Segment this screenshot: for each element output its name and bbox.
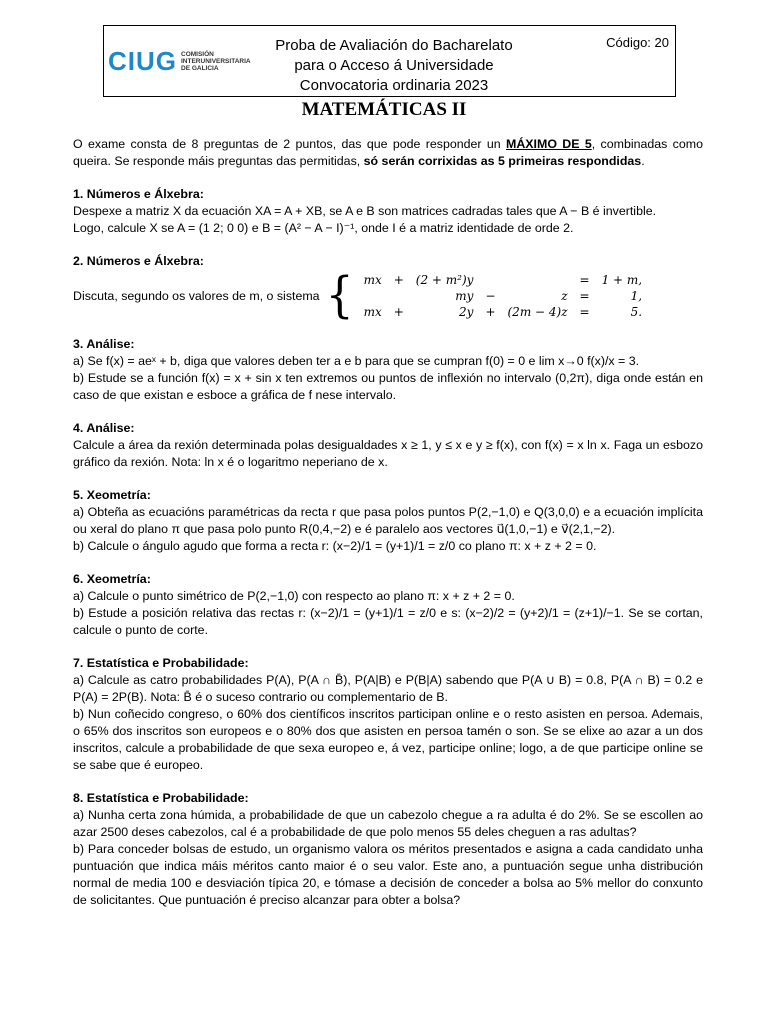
question-line: Discuta, segundo os valores de m, o sistema: [73, 288, 320, 303]
question-title: 7. Estatística e Probabilidade:: [73, 656, 249, 670]
question-title: 2. Números e Álxebra:: [73, 254, 204, 268]
question-line: a) Calcule as catro probabilidades P(A), P(A ∩ B̄), P(A|B) e P(B|A) sabendo que P(A ∪ B) = 0.8, P(A ∩ B) = 0.2 e P(A) = 2P(B). Nota: B̄ é o suceso contrario ou complementario de B.: [73, 673, 703, 704]
question-line: Logo, calcule X se A = (1 2; 0 0) e B = (A² − A − I)⁻¹, onde I é a matriz identidade de orde 2.: [73, 221, 574, 235]
question-line: a) Calcule o punto simétrico de P(2,−1,0) con respecto ao plano π: x + z + 2 = 0.: [73, 589, 515, 603]
question-line: b) Calcule o ángulo agudo que forma a recta r: (x−2)/1 = (y+1)/1 = z/0 co plano π: x + z + 2 = 0.: [73, 539, 597, 553]
question-line: a) Obteña as ecuacións paramétricas da recta r que pasa polos puntos P(2,−1,0) e Q(3,0,0) e a ecuación implícita ou xeral do plano π que pasa polo punto R(0,4,−2) e é paralelo aos vectores u⃗(1,0,−1) e v⃗(2,1,−2).: [73, 505, 703, 536]
question-line: a) Se f(x) = aeˣ + b, diga que valores deben ter a e b para que se cumpran f(0) = 0 e lim x→0 f(x)/x = 3.: [73, 354, 640, 368]
question-title: 3. Análise:: [73, 337, 135, 351]
system-table: mx + (2 + m²)y = 1 + m, my − z = 1, mx + 2y + (2m − 4)z = 5.: [363, 273, 643, 319]
exam-code: Código: 20: [606, 35, 669, 50]
question-title: 4. Análise:: [73, 421, 135, 435]
exam-content: [73, 136, 703, 909]
logo-mark: CIUG: [108, 46, 177, 76]
question-title: 5. Xeometría:: [73, 488, 151, 502]
question-4: [73, 420, 703, 471]
equation-system: [73, 267, 703, 324]
exam-instructions: O exame consta de 8 preguntas de 2 puntos, das que pode responder un MÁXIMO DE 5, combinadas como queira. Se responde máis preguntas das permitidas, só serán corrixidas as 5 primeiras respondidas.: [73, 137, 703, 168]
question-line: b) Para conceder bolsas de estudo, un organismo valora os méritos presentados e asigna a cada candidato unha puntuación que indica máis méritos canto maior é o seu valor. Este ano, a puntuación segue unha distribución normal de media 100 e desviación típica 20, e tómase a decisión de conceder a bolsa ao 5% mellor do conxunto de solicitantes. Que puntuación é preciso alcanzar para obter a bolsa?: [73, 842, 703, 907]
question-8: [73, 790, 703, 909]
header-title: Proba de Avaliación do Bacharelato para o Acceso á Universidade Convocatoria ordinaria 2023: [275, 37, 513, 94]
question-line: Despexe a matriz X da ecuación XA = A + XB, se A e B son matrices cadradas tales que A − B é invertible.: [73, 204, 657, 218]
question-line: b) Nun coñecido congreso, o 60% dos científicos inscritos participan online e o resto asisten en persoa. Ademais, o 65% dos inscritos son europeos e o 80% dos que asisten en persoa tamén o son. Se se elixe ao azar a un dos inscritos, calcule a probabilidade de que sexa europeo e, á vez, participe online; logo, a de que participe online se se sabe que é europeo.: [73, 707, 703, 772]
question-title: 1. Números e Álxebra:: [73, 187, 204, 201]
question-7: [73, 655, 703, 774]
question-1: [73, 186, 703, 237]
question-3: [73, 336, 703, 404]
question-line: b) Estude a posición relativa das rectas r: (x−2)/1 = (y+1)/1 = z/0 e s: (x−2)/2 = (y+2)/1 = (z+1)/−1. Se se cortan, calcule o punto de corte.: [73, 606, 703, 637]
question-6: [73, 571, 703, 639]
question-line: Calcule a área da rexión determinada polas desigualdades x ≥ 1, y ≤ x e y ≥ f(x), con f(x) = x ln x. Faga un esbozo gráfico da rexión. Nota: ln x é o logaritmo neperiano de x.: [73, 438, 703, 469]
question-title: 6. Xeometría:: [73, 572, 151, 586]
exam-header: [103, 25, 676, 97]
subject-title: MATEMÁTICAS II: [301, 99, 467, 120]
ciug-logo: [108, 48, 251, 74]
question-title: 8. Estatística e Probabilidade:: [73, 791, 249, 805]
system-brace: {: [325, 267, 354, 324]
question-line: b) Estude se a función f(x) = x + sin x ten extremos ou puntos de inflexión no intervalo (0,2π), diga onde están en caso de que existan e esboce a gráfica de f nese intervalo.: [73, 371, 703, 402]
question-line: a) Nunha certa zona húmida, a probabilidade de que un cabezolo chegue a ra adulta é do 2%. Se se escollen ao azar 2500 deses cabezolos, cal é a probabilidade de que polo menos 55 deles cheguen a ras adultas?: [73, 808, 703, 839]
question-2: [73, 253, 703, 324]
logo-text: COMISIÓN INTERUNIVERSITARIA DE GALICIA: [181, 50, 251, 72]
question-5: [73, 487, 703, 555]
